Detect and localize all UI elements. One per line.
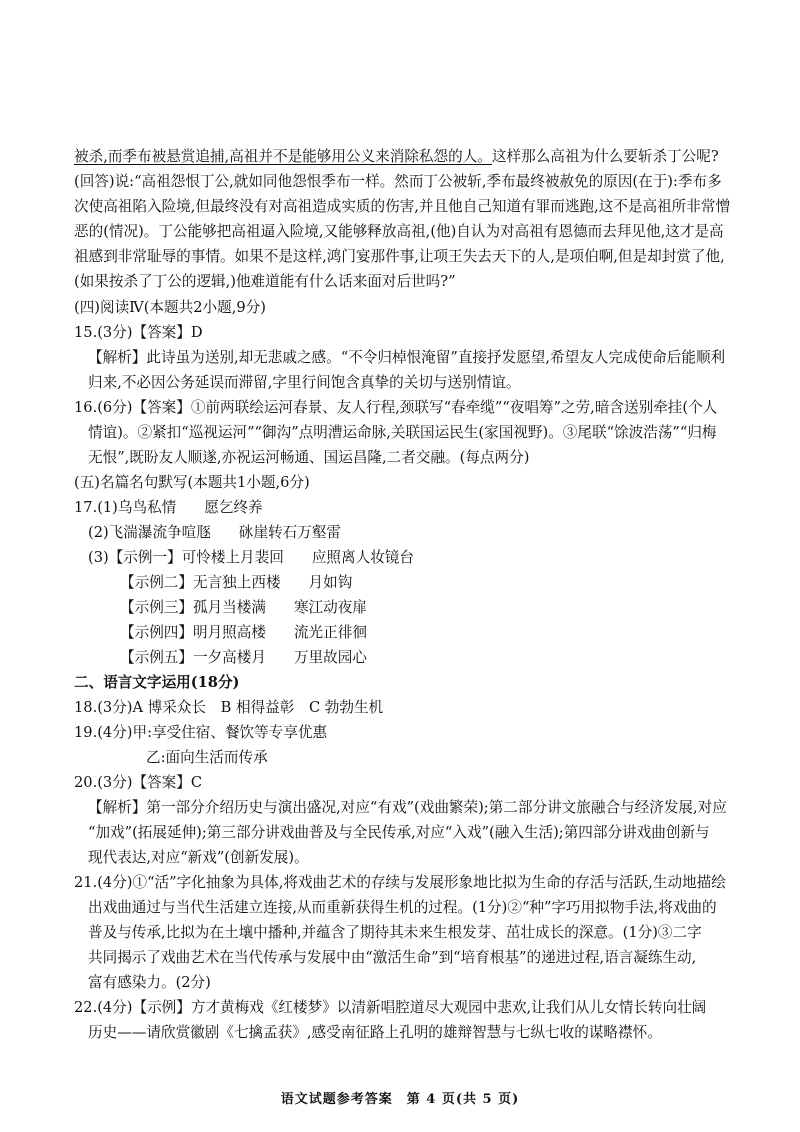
q17-line-1 — [74, 499, 263, 517]
q17-4-a: 【示例二】无言独上西楼 — [120, 574, 281, 591]
section-5-header: (五)名篇名句默写(本题共1小题,6分) — [74, 474, 310, 491]
q17-7-b: 万里故园心 — [293, 649, 367, 666]
q17-line-6 — [120, 624, 367, 642]
q21-line-4: 共同揭示了戏曲艺术在当代传承与发展中由“激活生命”到“培育根基”的递进过程,语言凝练生动, — [88, 949, 697, 966]
intro-line-5: (如果按杀了丁公的逻辑,)他难道能有什么话来面对后世吗?” — [74, 273, 456, 290]
q17-5-b: 寒江动夜扉 — [293, 599, 367, 616]
q17-4-b: 月如钩 — [308, 574, 353, 591]
intro-line-4: 祖感到非常耻辱的事情。如果不是这样,鸿门宴那件事,让项王失去天下的人,是项伯啊,但是却封赏了他, — [74, 248, 725, 265]
q17-line-2 — [88, 524, 341, 542]
q17-line-3 — [88, 549, 414, 567]
q16-line-3: 无恨”,既盼友人顺遂,亦祝运河畅通、国运昌隆,二者交融。(每点两分) — [88, 449, 530, 466]
q17-line-7 — [120, 649, 367, 667]
q15-analysis-line-1: 【解析】此诗虽为送别,却无悲戚之感。“不令归棹恨淹留”直接抒发愿望,希望友人完成使命后能顺利 — [88, 349, 726, 366]
intro-rest-text: 这样那么高祖为什么要斩杀丁公呢? — [491, 148, 719, 165]
q17-1-a: 17.(1)乌鸟私情 — [74, 499, 177, 516]
q19-line-1: 19.(4分)甲:享受住宿、餐饮等专享优惠 — [74, 724, 328, 741]
intro-line-0 — [74, 148, 719, 166]
q22-line-2: 历史——请欣赏徽剧《七擒孟获》,感受南征路上孔明的雄辩智慧与七纵七收的谋略襟怀。 — [88, 1024, 662, 1041]
q17-2-a: (2)飞湍瀑流争喧豗 — [88, 524, 211, 541]
q20-analysis-line-2: “加戏”(拓展延伸);第三部分讲戏曲普及与全民传承,对应“入戏”(融入生活);第四部分讲戏曲创新与 — [88, 824, 710, 841]
q21-line-1: 21.(4分)①“活”字化抽象为具体,将戏曲艺术的存续与发展形象地比拟为生命的存活与活跃,生动地描绘 — [74, 874, 726, 891]
intro-line-1: (回答)说:“高祖怨恨丁公,就如同他怨恨季布一样。然而丁公被斩,季布最终被赦免的原因(在于):季布多 — [74, 173, 722, 190]
q20-title: 20.(3分)【答案】C — [74, 774, 203, 791]
intro-underlined-text: 被杀,而季布被悬赏追捕,高祖并不是能够用公义来消除私怨的人。 — [74, 148, 492, 165]
q17-6-a: 【示例四】明月照高楼 — [120, 624, 266, 641]
q16-line-2: 情谊)。②紧扣“巡视运河”“御沟”点明漕运命脉,关联国运民生(家国视野)。③尾联“馀波浩荡”“归梅 — [88, 424, 717, 441]
q17-3-b: 应照离人妆镜台 — [311, 549, 414, 566]
q17-line-5 — [120, 599, 367, 617]
q17-7-a: 【示例五】一夕高楼月 — [120, 649, 266, 666]
q20-analysis-line-3: 现代表达,对应“新戏”(创新发展)。 — [88, 849, 309, 866]
intro-line-3: 恶的(情况)。丁公能够把高祖逼入险境,又能够释放高祖,(他)自认为对高祖有恩德而去拜见他,这才是高 — [74, 223, 724, 240]
q21-line-3: 普及与传承,比拟为在土壤中播种,并蕴含了期待其未来生根发芽、茁壮成长的深意。(1分)③二字 — [88, 924, 702, 941]
section-4-header: (四)阅读Ⅳ(本题共2小题,9分) — [74, 299, 266, 316]
q16-line-1: 16.(6分)【答案】①前两联绘运河春景、友人行程,颈联写“春牵缆”“夜唱筹”之劳,暗含送别牵挂(个人 — [74, 399, 718, 416]
q17-1-b: 愿乞终养 — [204, 499, 263, 516]
q15-title: 15.(3分)【答案】D — [74, 324, 203, 341]
q19-line-2: 乙:面向生活而传承 — [146, 749, 268, 766]
page-footer: 语文试题参考答案 第 4 页(共 5 页) — [280, 1092, 520, 1107]
q21-line-5: 富有感染力。(2分) — [88, 974, 211, 991]
q17-2-b: 砯崖转石万壑雷 — [238, 524, 342, 541]
part-2-header: 二、语言文字运用(18分) — [74, 674, 240, 691]
intro-line-2: 次使高祖陷入险境,但最终没有对高祖造成实质的伤害,并且他自己知道有罪而逃跑,这不是高祖所非常憎 — [74, 198, 731, 215]
q17-6-b: 流光正徘徊 — [293, 624, 367, 641]
q20-analysis-line-1: 【解析】第一部分介绍历史与演出盛况,对应“有戏”(戏曲繁荣);第二部分讲文旅融合与经济发展,对应 — [88, 799, 727, 816]
q17-5-a: 【示例三】孤月当楼满 — [120, 599, 266, 616]
q17-line-4 — [120, 574, 352, 592]
q15-analysis-line-2: 归来,不必因公务延误而滞留,字里行间饱含真挚的关切与送别情谊。 — [88, 374, 521, 391]
q17-3-a: (3)【示例一】可怜楼上月裴回 — [88, 549, 284, 566]
q18-line: 18.(3分)A 博采众长 B 相得益彰 C 勃勃生机 — [74, 699, 384, 716]
q21-line-2: 出戏曲通过与当代生活建立连接,从而重新获得生机的过程。(1分)②“种”字巧用拟物手法,将戏曲的 — [88, 899, 717, 916]
q22-line-1: 22.(4分)【示例】方才黄梅戏《红楼梦》以清新唱腔道尽大观园中悲欢,让我们从儿女情长转向壮阔 — [74, 999, 707, 1016]
